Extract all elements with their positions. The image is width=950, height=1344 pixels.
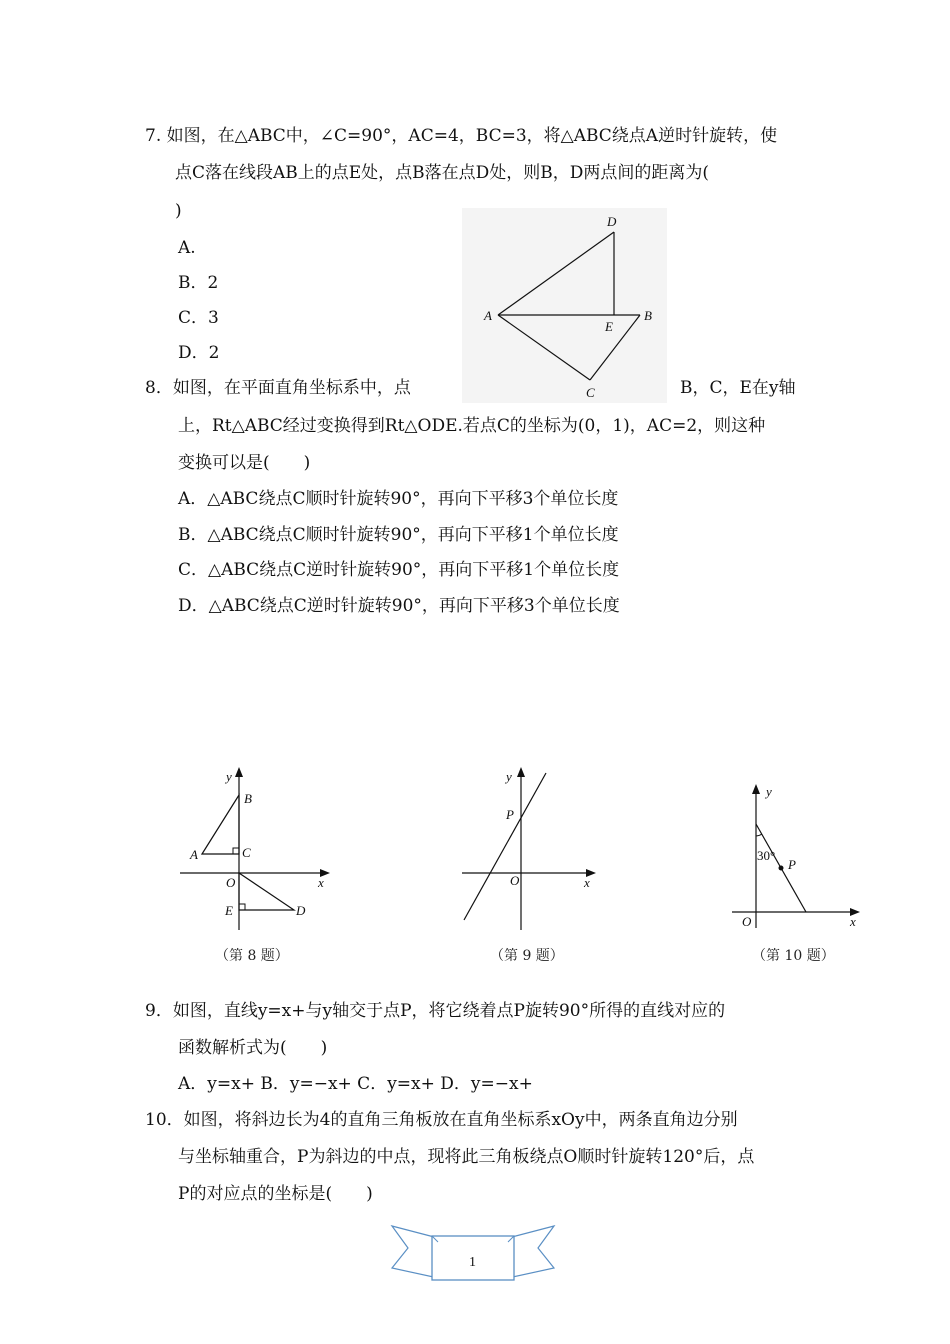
fig10-label-o: O <box>742 914 752 929</box>
fig10-label-x: x <box>850 914 856 929</box>
fig9-label-p: P <box>506 807 514 822</box>
figure-8 <box>172 765 342 935</box>
q7-figure <box>462 208 667 403</box>
q10-line-3: P的对应点的坐标是( ) <box>178 1184 373 1204</box>
figure-8-caption: （第 8 题） <box>215 948 289 964</box>
q9-line-2: 函数解析式为( ) <box>178 1038 328 1058</box>
fig8-label-e: E <box>225 903 233 918</box>
q9-line-1: 9．如图，直线y=x+与y轴交于点P，将它绕着点P旋转90°所得的直线对应的 <box>145 1001 726 1021</box>
fig9-label-y: y <box>506 769 512 784</box>
fig8-label-o: O <box>226 875 236 890</box>
fig8-label-a: A <box>190 847 198 862</box>
q7-label-e: E <box>605 319 613 334</box>
page-number: 1 <box>469 1255 476 1270</box>
q9-options: A．y=x+ B．y=−x+ C．y=x+ D．y=−x+ <box>178 1074 533 1094</box>
fig8-label-d: D <box>296 903 306 918</box>
q8-line-1-right: B，C，E在y轴 <box>680 378 796 398</box>
figure-10 <box>728 780 868 930</box>
q10-line-2: 与坐标轴重合，P为斜边的中点，现将此三角板绕点O顺时针旋转120°后，点 <box>178 1147 755 1167</box>
q7-option-a: A. <box>178 238 196 258</box>
q7-option-d: D．2 <box>178 343 220 363</box>
fig9-label-x: x <box>584 875 590 890</box>
q7-label-b: B <box>644 308 652 323</box>
page-number-ribbon <box>390 1222 556 1284</box>
figure-9-caption: （第 9 题） <box>490 948 564 964</box>
figure-9 <box>458 765 608 930</box>
fig8-label-x: x <box>318 875 324 890</box>
q7-label-d: D <box>607 214 617 229</box>
q7-line-3: ) <box>175 201 182 221</box>
q8-option-b: B．△ABC绕点C顺时针旋转90°，再向下平移1个单位长度 <box>178 525 619 545</box>
fig8-label-c: C <box>242 845 251 860</box>
q8-option-c: C．△ABC绕点C逆时针旋转90°，再向下平移1个单位长度 <box>178 560 620 580</box>
q7-line-1: 7. 如图，在△ABC中，∠C=90°，AC=4，BC=3，将△ABC绕点A逆时针旋转，使 <box>145 126 778 146</box>
fig8-label-b: B <box>244 791 252 806</box>
q8-line-3: 变换可以是( ) <box>178 453 311 473</box>
fig9-label-o: O <box>510 873 520 888</box>
q10-line-1: 10．如图，将斜边长为4的直角三角板放在直角坐标系xOy中，两条直角边分别 <box>145 1110 738 1130</box>
figure-10-caption: （第 10 题） <box>752 948 835 964</box>
q8-option-a: A．△ABC绕点C顺时针旋转90°，再向下平移3个单位长度 <box>178 489 619 509</box>
q7-label-c: C <box>586 385 595 400</box>
q8-option-d: D．△ABC绕点C逆时针旋转90°，再向下平移3个单位长度 <box>178 596 620 616</box>
fig8-label-y: y <box>226 769 232 784</box>
q8-line-2: 上，Rt△ABC经过变换得到Rt△ODE.若点C的坐标为(0，1)，AC=2，则这种 <box>178 416 766 436</box>
q7-option-c: C．3 <box>178 308 219 328</box>
q7-label-a: A <box>484 308 492 323</box>
q7-option-b: B．2 <box>178 273 219 293</box>
fig10-label-y: y <box>766 784 772 799</box>
fig10-label-angle: 30° <box>757 848 776 863</box>
q7-line-2: 点C落在线段AB上的点E处，点B落在点D处，则B，D两点间的距离为( <box>175 163 710 183</box>
q8-line-1-left: 8．如图，在平面直角坐标系中，点 <box>145 378 411 398</box>
fig10-label-p: P <box>788 857 796 872</box>
